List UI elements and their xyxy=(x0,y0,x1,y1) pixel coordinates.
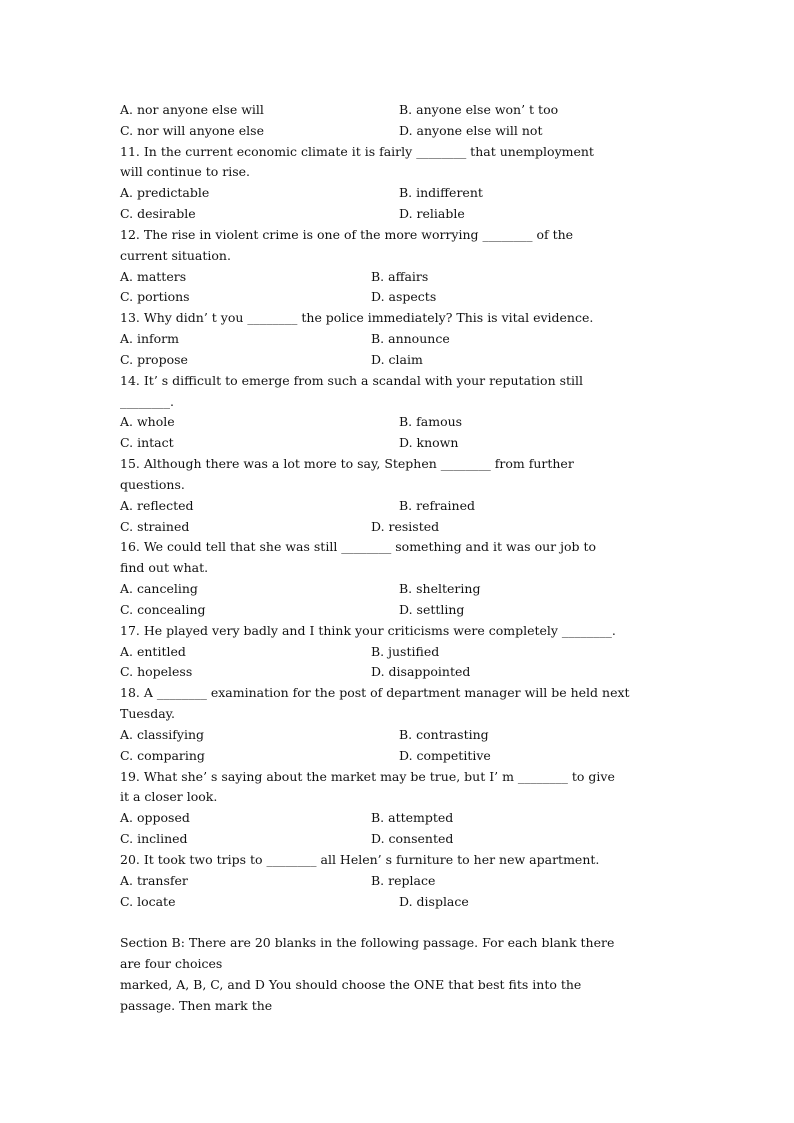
option-left: C. concealing xyxy=(120,602,206,617)
option-left: C. portions xyxy=(120,289,190,304)
text-line: it a closer look. xyxy=(120,789,218,804)
option-right: B. justified xyxy=(371,644,440,659)
option-left: A. entitled xyxy=(120,644,186,659)
option-right: B. refrained xyxy=(399,498,476,513)
option-left: C. inclined xyxy=(120,831,188,846)
option-right: D. settling xyxy=(399,602,465,617)
text-line: 11. In the current economic climate it is fairly ________ that unemployment xyxy=(120,144,594,159)
option-right: D. consented xyxy=(371,831,454,846)
option-right: D. anyone else will not xyxy=(399,123,543,138)
option-left: A. opposed xyxy=(120,810,190,825)
option-left: A. matters xyxy=(120,269,187,284)
text-line: 16. We could tell that she was still ________ something and it was our job to xyxy=(120,539,597,554)
text-line: 17. He played very badly and I think your criticisms were completely ________. xyxy=(120,623,616,638)
option-left: A. canceling xyxy=(120,581,198,596)
text-line: current situation. xyxy=(120,248,231,263)
option-left: C. propose xyxy=(120,352,188,367)
text-line: 20. It took two trips to ________ all Helen’ s furniture to her new apartment. xyxy=(120,852,600,867)
option-left: A. predictable xyxy=(120,185,210,200)
option-right: B. indifferent xyxy=(399,185,483,200)
text-line: find out what. xyxy=(120,560,209,575)
option-left: A. reflected xyxy=(120,498,194,513)
option-right: B. famous xyxy=(399,414,463,429)
text-line: questions. xyxy=(120,477,185,492)
option-left: C. intact xyxy=(120,435,174,450)
text-line: Tuesday. xyxy=(120,706,176,721)
text-line: ________. xyxy=(120,394,174,409)
option-left: A. whole xyxy=(120,414,175,429)
text-line: 13. Why didn’ t you ________ the police immediately? This is vital evidence. xyxy=(120,310,594,325)
option-right: D. known xyxy=(399,435,459,450)
option-right: B. attempted xyxy=(371,810,454,825)
text-line: 19. What she’ s saying about the market may be true, but I’ m ________ to give xyxy=(120,769,615,784)
text-line: 12. The rise in violent crime is one of the more worrying ________ of the xyxy=(120,227,574,242)
text-line: 14. It’ s difficult to emerge from such a scandal with your reputation still xyxy=(120,373,584,388)
text-line: are four choices xyxy=(120,956,223,971)
text-line: 18. A ________ examination for the post of department manager will be held next xyxy=(120,685,630,700)
option-right: B. announce xyxy=(371,331,450,346)
option-left: A. nor anyone else will xyxy=(120,102,264,117)
option-left: C. nor will anyone else xyxy=(120,123,264,138)
option-left: C. hopeless xyxy=(120,664,193,679)
option-right: B. sheltering xyxy=(399,581,481,596)
option-left: C. desirable xyxy=(120,206,196,221)
option-left: C. strained xyxy=(120,519,190,534)
option-left: C. locate xyxy=(120,894,176,909)
text-line: will continue to rise. xyxy=(120,164,251,179)
option-right: D. disappointed xyxy=(371,664,471,679)
option-right: B. affairs xyxy=(371,269,429,284)
text-line: marked, A, B, C, and D You should choose the ONE that best fits into the xyxy=(120,977,582,992)
option-right: D. claim xyxy=(371,352,423,367)
text-line: Section B: There are 20 blanks in the following passage. For each blank there xyxy=(120,935,615,950)
option-right: B. anyone else won’ t too xyxy=(399,102,559,117)
option-right: B. replace xyxy=(371,873,436,888)
option-right: D. resisted xyxy=(371,519,440,534)
text-line: 15. Although there was a lot more to say, Stephen ________ from further xyxy=(120,456,574,471)
option-left: A. classifying xyxy=(120,727,204,742)
option-right: B. contrasting xyxy=(399,727,489,742)
option-right: D. aspects xyxy=(371,289,437,304)
option-right: D. reliable xyxy=(399,206,465,221)
option-right: D. displace xyxy=(399,894,469,909)
option-left: A. transfer xyxy=(120,873,188,888)
option-left: C. comparing xyxy=(120,748,205,763)
option-left: A. inform xyxy=(120,331,180,346)
option-right: D. competitive xyxy=(399,748,491,763)
text-line: passage. Then mark the xyxy=(120,998,273,1013)
